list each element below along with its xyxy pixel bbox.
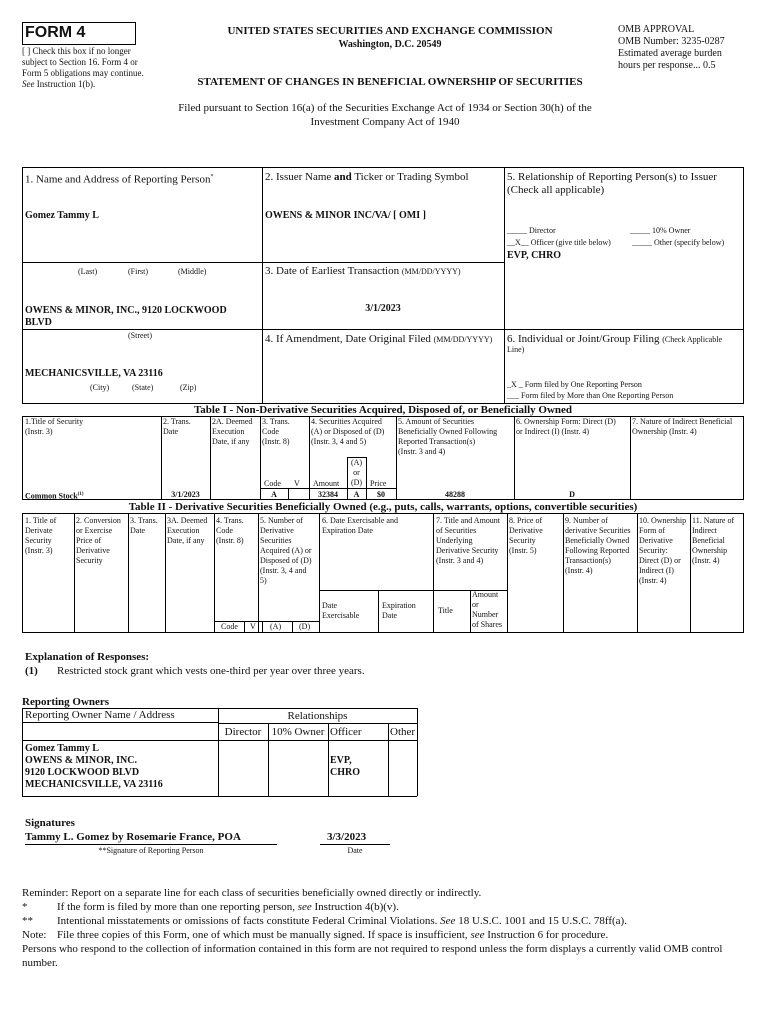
reporting-owners-title: Reporting Owners [22, 696, 110, 708]
reminder-text: Reminder: Report on a separate line for each class of securities beneficially owned directly or indirectly. [22, 887, 482, 899]
signer-name: Tammy L. Gomez by Rosemarie France, POA [25, 831, 241, 843]
footnote-number: (1) [25, 665, 38, 677]
t1-sub-v: V [294, 479, 300, 488]
note-text: File three copies of this Form, one of which must be manually signed. If space is insufficient, see Instruction 6 for procedure. [57, 929, 609, 941]
grid-line [743, 167, 744, 403]
t1-col6-header: 6. Ownership Form: Direct (D) or Indirect (I) (Instr. 4) [516, 417, 616, 436]
omb-number: OMB Number: 3235-0287 [618, 36, 725, 47]
box6-label: 6. Individual or Joint/Group Filing (Check Applicable [507, 333, 722, 345]
persons-notice-line1: Persons who respond to the collection of information contained in this form are not required to respond unless the form displays a currently valid OMB control [22, 943, 723, 955]
first-label: (First) [128, 267, 148, 276]
explanation-title: Explanation of Responses: [25, 651, 150, 663]
t1-row-date: 3/1/2023 [171, 490, 200, 499]
signature-date: 3/3/2023 [327, 831, 367, 843]
box1-label: 1. Name and Address of Reporting Person* [25, 173, 214, 186]
omb-approval: OMB APPROVAL [618, 24, 695, 35]
form-label: FORM 4 [25, 24, 86, 41]
t2-sub-title: Title [438, 606, 453, 615]
grid-line [396, 416, 397, 499]
t1-row-amount: 32384 [318, 490, 338, 499]
grid-line [260, 416, 261, 499]
t2-col7-header: 7. Title and Amount of Securities Underlying Derivative Security (Instr. 3 and 4) [436, 516, 501, 565]
city-state-zip: MECHANICSVILLE, VA 23116 [25, 368, 163, 379]
grid-line [637, 513, 638, 632]
middle-label: (Middle) [178, 267, 207, 276]
reporting-person-name: Gomez Tammy L [25, 210, 99, 221]
agency-name: UNITED STATES SECURITIES AND EXCHANGE COMMISSION [227, 25, 553, 37]
table1-title: Table I - Non-Derivative Securities Acquired, Disposed of, or Beneficially Owned [193, 404, 573, 416]
grid-line [262, 262, 504, 263]
t2-sub-d: (D) [299, 622, 311, 631]
t1-sub-amount: Amount [313, 479, 340, 488]
t1-sub-code: Code [264, 479, 281, 488]
one-reporting-person-option[interactable]: _X _ Form filed by One Reporting Person [507, 380, 642, 389]
t2-col1-header: 1. Title of Derivate Security (Instr. 3) [25, 516, 57, 555]
grid-line [563, 513, 564, 632]
officer-title: EVP, CHRO [507, 250, 562, 261]
t2-sub-code: Code [221, 622, 238, 631]
t2-col6-header: 6. Date Exercisable and Expiration Date [322, 516, 398, 535]
box2-label: 2. Issuer Name and Ticker or Trading Symbol [265, 171, 469, 183]
grid-line [292, 621, 293, 632]
state-label: (State) [132, 383, 154, 392]
grid-line [433, 513, 434, 632]
grid-line [22, 632, 744, 633]
grid-line [22, 708, 23, 796]
grid-line [22, 513, 23, 632]
t2-col3a-header: 3A. Deemed Execution Date, if any [167, 516, 208, 545]
star1-text: If the form is filed by more than one reporting person, see Instruction 4(b)(v). [57, 901, 399, 913]
t1-sub-price: Price [370, 479, 387, 488]
multiple-reporting-persons-option[interactable]: ___ Form filed by More than One Reporting Person [507, 391, 674, 400]
box3-label: 3. Date of Earliest Transaction (MM/DD/YYYY) [265, 265, 461, 277]
grid-line [22, 722, 218, 723]
grid-line [210, 416, 211, 499]
grid-line [514, 416, 515, 499]
grid-line [214, 513, 215, 632]
star2-text: Intentional misstatements or omissions of facts constitute Federal Criminal Violations. See 18 U.S.C. 1001 and 15 U.S.C. 78ff(a). [57, 915, 627, 927]
grid-line [22, 262, 262, 263]
owner-officer-title: EVP, CHRO [330, 755, 360, 778]
officer-checkbox[interactable]: __X__ Officer (give title below) [507, 238, 611, 247]
t1-row-ad: A [353, 490, 360, 499]
t2-sub-v: V [250, 622, 256, 631]
filed-pursuant-line2: Investment Company Act of 1940 [310, 116, 460, 128]
signatures-title: Signatures [25, 817, 75, 829]
omb-burden: Estimated average burden [618, 48, 722, 59]
grid-line [22, 513, 744, 514]
t2-sub-a: (A) [270, 622, 282, 631]
owner-name-address: Gomez Tammy L OWENS & MINOR, INC. 9120 LOCKWOOD BLVD MECHANICSVILLE, VA 23116 [25, 743, 163, 790]
t1-row-price: $0 [377, 490, 385, 499]
grid-line [22, 796, 417, 797]
date-label: Date [347, 846, 363, 855]
section16-checkbox-text[interactable]: [ ] Check this box if no longer subject to Section 16. Form 4 or Form 5 obligations may continue. See Instruction 1(b). [22, 46, 144, 89]
grid-line [22, 329, 262, 330]
grid-line [388, 723, 389, 796]
t2-sub-exercisable: Date Exercisable [322, 601, 360, 620]
box5-label: 5. Relationship of Reporting Person(s) to Issuer [507, 171, 717, 183]
box5-sub: (Check all applicable) [507, 184, 605, 196]
ten-percent-owner-checkbox[interactable]: _____ 10% Owner [630, 226, 691, 235]
grid-line [22, 167, 23, 403]
director-checkbox[interactable]: _____ Director [507, 226, 556, 235]
t1-col1-header: 1.Title of Security (Instr. 3) [25, 417, 84, 436]
grid-line [165, 513, 166, 632]
grid-line [22, 740, 417, 741]
t1-col2a-header: 2A. Deemed Execution Date, if any [212, 417, 253, 446]
grid-line [258, 513, 259, 632]
star1-mark: * [22, 901, 28, 913]
filed-pursuant-line1: Filed pursuant to Section 16(a) of the Securities Exchange Act of 1934 or Section 30(h) of the [178, 102, 592, 114]
street-label: (Street) [128, 331, 152, 340]
grid-line [309, 416, 310, 499]
t2-col10-header: 10. Ownership Form of Derivative Security: Direct (D) or Indirect (I) (Instr. 4) [639, 516, 687, 585]
grid-line [22, 416, 23, 499]
t2-col5-header: 5. Number of Derivative Securities Acquired (A) or Disposed of (D) (Instr. 3, 4 and 5) [260, 516, 312, 585]
grid-line [319, 513, 320, 632]
grid-line [507, 513, 508, 632]
grid-line [504, 167, 505, 403]
t2-sub-expiration: Expiration Date [382, 601, 416, 620]
grid-line [328, 723, 329, 796]
last-label: (Last) [78, 267, 98, 276]
grid-line [630, 416, 631, 499]
form-label-box [22, 22, 136, 45]
grid-line [378, 590, 379, 632]
table2-title: Table II - Derivative Securities Beneficially Owned (e.g., puts, calls, warrants, options, convertible securities) [128, 501, 638, 513]
street-line1: OWENS & MINOR, INC., 9120 LOCKWOOD [25, 305, 227, 316]
box6-sub: Line) [507, 345, 525, 354]
agency-address: Washington, D.C. 20549 [338, 39, 442, 50]
other-header: Other [390, 726, 416, 738]
grid-line [288, 488, 289, 499]
t2-col2-header: 2. Conversion or Exercise Price of Derivative Security [76, 516, 121, 565]
persons-notice-line2: number. [22, 957, 58, 969]
signature-line [25, 844, 277, 845]
ten-percent-owner-header: 10% Owner [271, 726, 325, 738]
note-label: Note: [22, 929, 47, 941]
other-checkbox[interactable]: _____ Other (specify below) [632, 238, 725, 247]
zip-label: (Zip) [180, 383, 197, 392]
t1-col3-header: 3. Trans. Code (Instr. 8) [262, 417, 290, 446]
officer-header: Officer [330, 726, 362, 738]
box4-label: 4. If Amendment, Date Original Filed (MM/DD/YYYY) [265, 333, 493, 345]
t1-row-security: Common Stock$^{(1)}$ [25, 491, 84, 501]
t1-row-owned: 48288 [445, 490, 465, 499]
grid-line [22, 167, 744, 168]
issuer-name: OWENS & MINOR INC/VA/ [ OMI ] [265, 210, 426, 221]
street-line2: BLVD [25, 317, 52, 328]
city-label: (City) [90, 383, 110, 392]
grid-line [743, 416, 744, 499]
t1-row-code: A [271, 490, 277, 499]
t2-col3-header: 3. Trans. Date [130, 516, 158, 535]
earliest-transaction-date: 3/1/2023 [365, 303, 401, 314]
t2-col8-header: 8. Price of Derivative Security (Instr. 5) [509, 516, 543, 555]
t2-col4-header: 4. Trans. Code (Instr. 8) [216, 516, 244, 545]
t1-col5-header: 5. Amount of Securities Beneficially Owned Following Reported Transaction(s) (Instr. 3 and 4) [398, 417, 498, 456]
date-line [320, 844, 390, 845]
grid-line [470, 590, 471, 632]
grid-line [244, 621, 245, 632]
grid-line [262, 621, 263, 632]
star2-mark: ** [22, 915, 33, 927]
statement-title: STATEMENT OF CHANGES IN BENEFICIAL OWNERSHIP OF SECURITIES [197, 76, 583, 88]
t1-col7-header: 7. Nature of Indirect Beneficial Ownership (Instr. 4) [632, 417, 733, 436]
t1-col4-header: 4. Securities Acquired (A) or Disposed of (D) (Instr. 3, 4 and 5) [311, 417, 385, 446]
t2-col9-header: 9. Number of derivative Securities Beneficially Owned Following Reported Transaction(s) (Instr. 4) [565, 516, 631, 575]
grid-line [74, 513, 75, 632]
grid-line [743, 513, 744, 632]
owner-name-header: Reporting Owner Name / Address [25, 709, 175, 721]
grid-line [128, 513, 129, 632]
t1-row-form: D [569, 490, 575, 499]
grid-line [690, 513, 691, 632]
t1-sub-ad: (A) or (D) [350, 458, 363, 487]
t2-sub-shares: Amount or Number of Shares [472, 590, 502, 629]
grid-line [161, 416, 162, 499]
signature-label: **Signature of Reporting Person [98, 846, 204, 855]
relationships-header: Relationships [287, 710, 348, 722]
footnote-text: Restricted stock grant which vests one-third per year over three years. [57, 665, 365, 677]
grid-line [417, 708, 418, 796]
director-header: Director [224, 726, 262, 738]
t2-col11-header: 11. Nature of Indirect Beneficial Ownership (Instr. 4) [692, 516, 735, 565]
t1-col2-header: 2. Trans. Date [163, 417, 191, 436]
grid-line [262, 329, 743, 330]
omb-hours: hours per response... 0.5 [618, 60, 716, 71]
grid-line [262, 167, 263, 403]
